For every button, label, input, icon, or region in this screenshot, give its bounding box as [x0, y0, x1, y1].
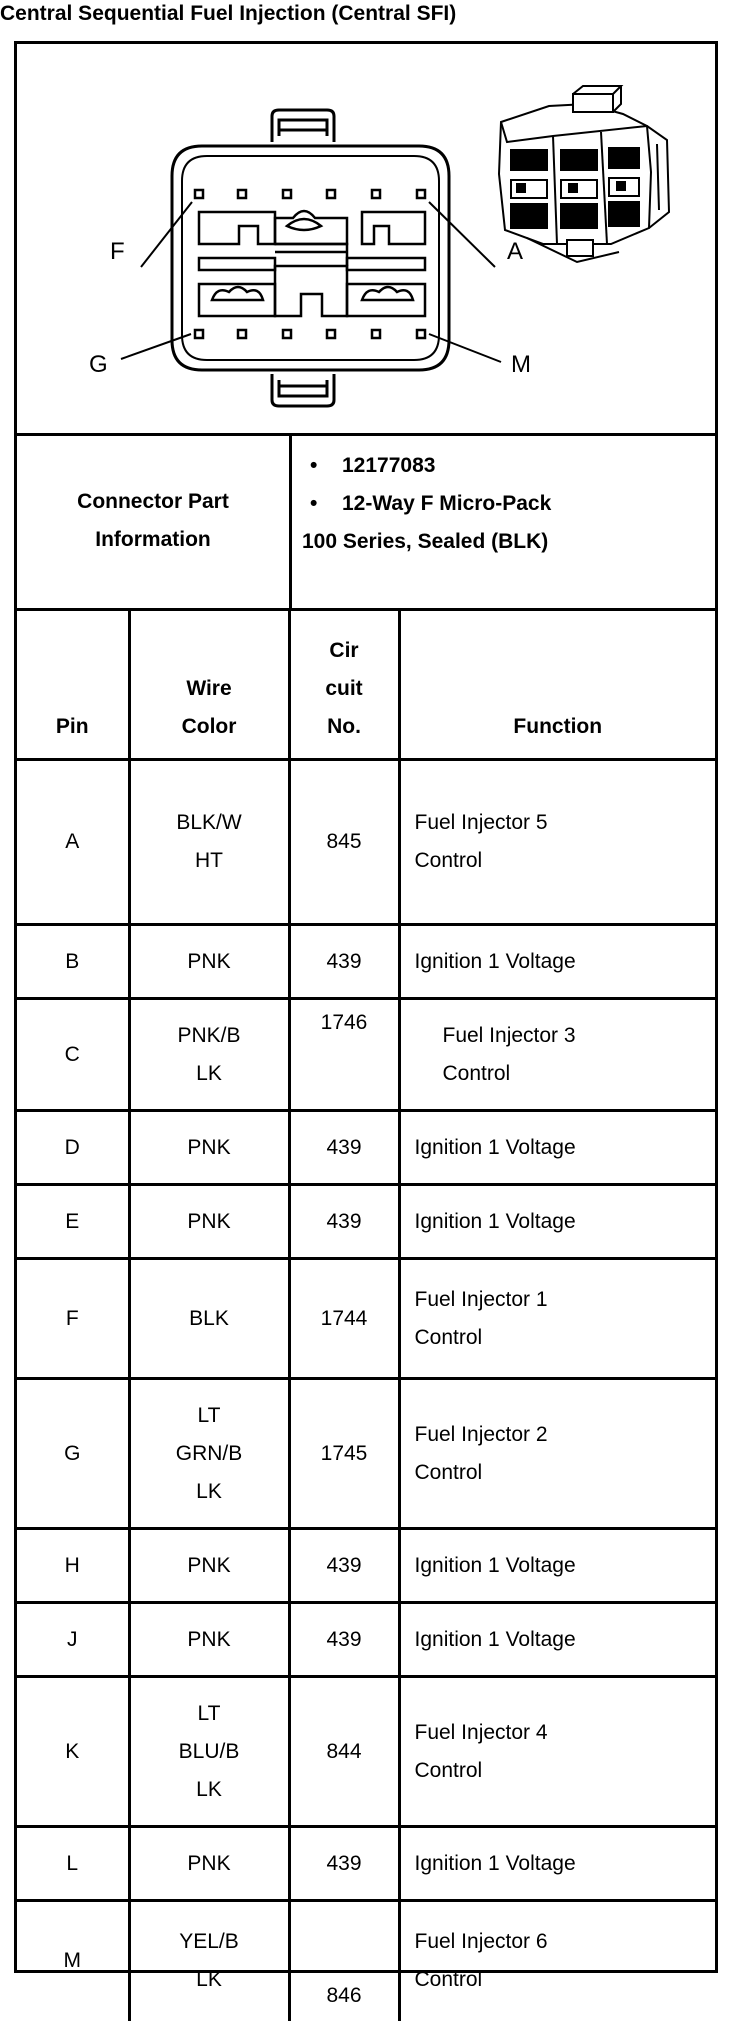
connector-face-drawing — [17, 44, 715, 433]
wire-color-cell: PNK — [129, 1603, 289, 1677]
table-header-row — [17, 610, 715, 760]
page-title: Central Sequential Fuel Injection (Central SFI) — [0, 2, 457, 25]
table-row — [17, 1529, 715, 1603]
part-info-label-line2: Information — [95, 527, 211, 551]
connector-cavities — [199, 211, 425, 316]
table-row — [17, 1259, 715, 1379]
wire-color-cell: PNK — [129, 1827, 289, 1901]
function-cell: Ignition 1 Voltage — [399, 1827, 715, 1901]
table-row — [17, 1603, 715, 1677]
part-description-line1: 12-Way F Micro-Pack — [342, 492, 552, 515]
part-info-label-line1: Connector Part — [77, 489, 229, 513]
pin-cell: M — [17, 1901, 129, 2021]
wire-color-cell: LT BLU/B LK — [129, 1677, 289, 1827]
pin-label-m: M — [511, 351, 531, 378]
function-cell: Fuel Injector 5 Control — [399, 760, 715, 925]
pin-cell: E — [17, 1185, 129, 1259]
circuit-number-cell: 846 — [289, 1901, 399, 2021]
function-cell: Fuel Injector 4 Control — [399, 1677, 715, 1827]
function-cell: Ignition 1 Voltage — [399, 1111, 715, 1185]
bottom-latch — [272, 374, 334, 406]
bottom-pin-row — [195, 330, 425, 338]
connector-document-frame — [14, 41, 718, 2007]
part-info-values — [302, 447, 551, 561]
wire-color-cell: PNK — [129, 1529, 289, 1603]
part-description-line2: 100 Series, Sealed (BLK) — [302, 530, 549, 553]
pin-label-g: G — [89, 351, 108, 378]
function-cell: Ignition 1 Voltage — [399, 1529, 715, 1603]
circuit-number-cell: 844 — [289, 1677, 399, 1827]
table-row — [17, 999, 715, 1111]
wire-color-cell: BLK/W HT — [129, 760, 289, 925]
pin-cell: K — [17, 1677, 129, 1827]
header-pin: Pin — [17, 610, 129, 760]
pinout-table — [17, 608, 715, 2021]
circuit-number-cell: 439 — [289, 1111, 399, 1185]
table-row — [17, 1827, 715, 1901]
function-cell: Fuel Injector 2 Control — [399, 1379, 715, 1529]
pin-cell: C — [17, 999, 129, 1111]
bullet-1: • — [310, 454, 318, 477]
table-row — [17, 1379, 715, 1529]
bullet-2: • — [310, 492, 318, 515]
part-info-label — [17, 433, 292, 608]
wire-color-cell: YEL/B LK — [129, 1901, 289, 2021]
function-cell: Fuel Injector 6 Control — [399, 1901, 715, 2021]
circuit-number-cell: 439 — [289, 1603, 399, 1677]
pin-cell: D — [17, 1111, 129, 1185]
pin-cell: F — [17, 1259, 129, 1379]
table-row — [17, 1901, 715, 2021]
header-circuit-no: Cir cuit No. — [289, 610, 399, 760]
table-row — [17, 1185, 715, 1259]
wire-color-cell: PNK — [129, 1111, 289, 1185]
header-wire-color: Wire Color — [129, 610, 289, 760]
circuit-number-cell: 845 — [289, 760, 399, 925]
circuit-number-cell: 439 — [289, 925, 399, 999]
wire-color-cell: PNK — [129, 925, 289, 999]
part-number: 12177083 — [342, 454, 436, 477]
connector-isometric-illustration — [499, 86, 669, 262]
wire-color-cell: PNK — [129, 1185, 289, 1259]
pin-cell: J — [17, 1603, 129, 1677]
header-function: Function — [399, 610, 715, 760]
circuit-number-cell: 439 — [289, 1185, 399, 1259]
function-cell: Fuel Injector 3 Control — [399, 999, 715, 1111]
circuit-number-cell: 439 — [289, 1529, 399, 1603]
circuit-number-cell: 1745 — [289, 1379, 399, 1529]
connector-part-information — [17, 433, 715, 611]
top-pin-row — [195, 190, 425, 198]
top-latch — [272, 110, 334, 142]
function-cell: Ignition 1 Voltage — [399, 925, 715, 999]
wire-color-cell: PNK/B LK — [129, 999, 289, 1111]
table-row — [17, 1111, 715, 1185]
pin-cell: A — [17, 760, 129, 925]
pin-cell: G — [17, 1379, 129, 1529]
circuit-number-cell: 1746 — [289, 999, 399, 1111]
pin-cell: B — [17, 925, 129, 999]
table-row — [17, 760, 715, 925]
wire-color-cell: BLK — [129, 1259, 289, 1379]
wire-color-cell: LT GRN/B LK — [129, 1379, 289, 1529]
pin-label-f: F — [110, 238, 125, 265]
circuit-number-cell: 439 — [289, 1827, 399, 1901]
function-cell: Ignition 1 Voltage — [399, 1603, 715, 1677]
function-cell: Fuel Injector 1 Control — [399, 1259, 715, 1379]
pin-label-a: A — [507, 238, 524, 265]
pin-cell: L — [17, 1827, 129, 1901]
table-row — [17, 1677, 715, 1827]
pin-leader-lines — [121, 202, 501, 362]
circuit-number-cell: 1744 — [289, 1259, 399, 1379]
pin-cell: H — [17, 1529, 129, 1603]
connector-diagram — [17, 44, 715, 436]
function-cell: Ignition 1 Voltage — [399, 1185, 715, 1259]
table-row — [17, 925, 715, 999]
